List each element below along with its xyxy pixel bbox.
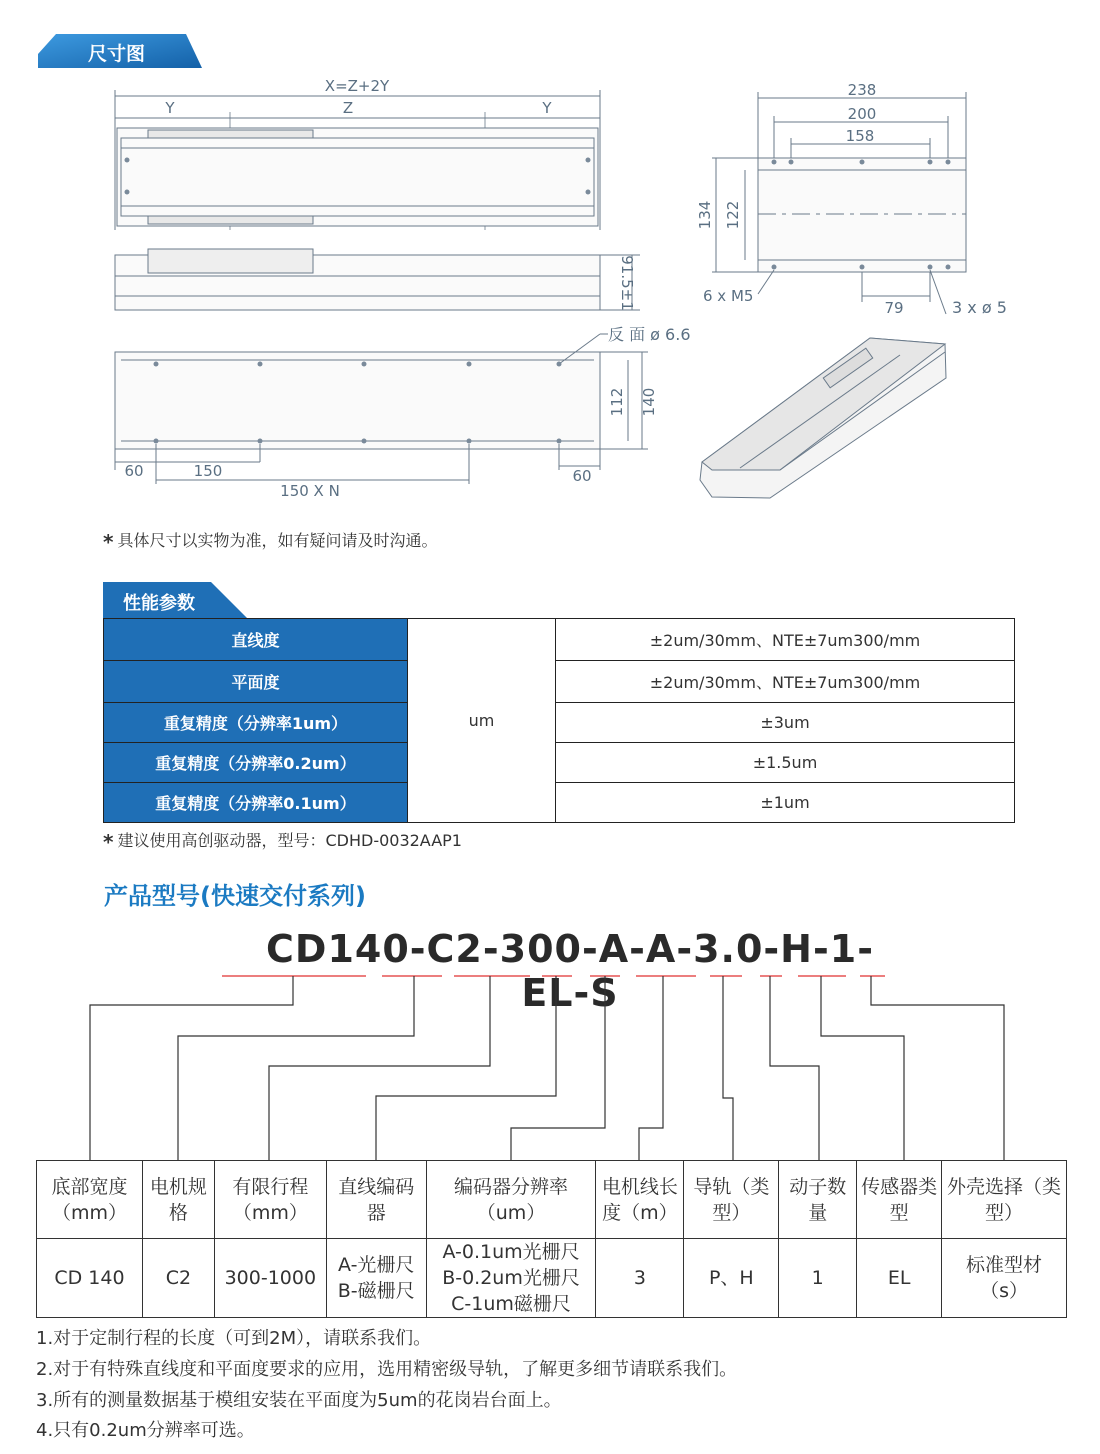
spec-value [37,1239,143,1318]
dim-hole: 3 x ø 5 [952,298,1007,317]
perf-name: 重复精度（分辨率0.1um） [104,783,408,823]
dim-y-right: Y [542,99,552,117]
dim-79: 79 [884,299,904,317]
dimension-drawing [0,0,1100,520]
spec-header: 动子数量 [779,1161,857,1239]
asterisk-icon: * [103,830,114,854]
dim-150: 150 [193,462,223,480]
spec-header: 传感器类型 [857,1161,942,1239]
spec-header: 编码器分辨率（um） [426,1161,596,1239]
spec-value-line: CD 140 [54,1267,125,1289]
spec-header: 底部宽度（mm） [37,1161,143,1239]
spec-header: 电机规格 [142,1161,214,1239]
perf-row [104,661,1015,703]
perf-row [104,743,1015,783]
perf-row [104,619,1015,661]
spec-value [326,1239,426,1318]
dim-158: 158 [845,127,875,145]
note-driver [103,828,462,854]
dim-m5: 6 x M5 [703,287,754,305]
dim-overall: X=Z+2Y [324,77,390,95]
perf-name: 平面度 [104,661,408,703]
section-title-dimensions: 尺寸图 [88,43,146,65]
spec-value [142,1239,214,1318]
spec-value [596,1239,684,1318]
dim-bottom-note: 反 面 ø 6.6 [608,325,691,344]
footnote: 2.对于有特殊直线度和平面度要求的应用，选用精密级导轨，了解更多细节请联系我们。 [36,1359,738,1380]
perf-value: ±2um/30mm、NTE±7um300/mm [556,619,1015,661]
model-code: CD140-C2-300-A-A-3.0-H-1-EL-S [266,927,874,1015]
spec-header: 直线编码器 [326,1161,426,1239]
note-driver-text: 建议使用高创驱动器，型号：CDHD-0032AAP1 [117,831,462,850]
spec-value [426,1239,596,1318]
section-title-performance: 性能参数 [123,593,195,614]
dim-y-left: Y [165,99,175,117]
spec-header: 外壳选择（类型） [942,1161,1067,1239]
spec-value-line: A-0.1um光栅尺 [442,1241,580,1263]
dim-60-left: 60 [124,462,144,480]
spec-value-line: P、H [708,1267,754,1289]
perf-unit: um [408,619,556,823]
spec-value-line: 标准型材 [966,1254,1043,1276]
spec-value [684,1239,779,1318]
spec-value [214,1239,326,1318]
spec-value [779,1239,857,1318]
perf-row [104,703,1015,743]
dim-150n: 150 X N [280,482,340,500]
dim-112: 112 [608,387,626,417]
spec-value-line: B-0.2um光栅尺 [442,1267,580,1289]
performance-table [103,618,1015,823]
dim-122: 122 [724,200,742,230]
dim-side-height: 91.5±1 [618,255,636,311]
spec-header: 导轨（类型） [684,1161,779,1239]
spec-header: 电机线长度（m） [596,1161,684,1239]
dim-60-right: 60 [572,467,592,485]
perf-name: 直线度 [104,619,408,661]
spec-header: 有限行程（mm） [214,1161,326,1239]
dim-238: 238 [847,81,877,99]
perf-name: 重复精度（分辨率0.2um） [104,743,408,783]
perf-name: 重复精度（分辨率1um） [104,703,408,743]
dim-200: 200 [847,105,877,123]
spec-value [857,1239,942,1318]
perf-value: ±1um [556,783,1015,823]
perf-value: ±2um/30mm、NTE±7um300/mm [556,661,1015,703]
spec-value-line: B-磁栅尺 [337,1280,415,1302]
model-title: 产品型号(快速交付系列) [104,882,366,910]
spec-value-line: （s） [980,1280,1028,1302]
asterisk-icon: * [103,530,114,554]
perf-value: ±3um [556,703,1015,743]
note-dimensions [103,528,437,554]
spec-value-line: 3 [633,1267,646,1289]
footnote: 1.对于定制行程的长度（可到2M），请联系我们。 [36,1328,432,1349]
spec-value-line: 300-1000 [224,1267,317,1289]
note-dimensions-text: 具体尺寸以实物为准，如有疑问请及时沟通。 [117,531,438,550]
spec-table [36,1160,1067,1318]
dim-134: 134 [696,200,714,230]
section-tab-performance [103,582,248,619]
dim-140: 140 [640,387,658,417]
footnote: 3.所有的测量数据基于模组安装在平面度为5um的花岗岩台面上。 [36,1390,562,1411]
spec-header-row [37,1161,1067,1239]
spec-value-line: EL [887,1267,911,1289]
spec-value-row [37,1239,1067,1318]
spec-value [942,1239,1067,1318]
spec-value-line: C2 [165,1267,192,1289]
spec-value-line: 1 [811,1267,824,1289]
dim-z: Z [342,99,354,117]
perf-value: ±1.5um [556,743,1015,783]
spec-value-line: A-光栅尺 [338,1254,415,1276]
footnote: 4.只有0.2um分辨率可选。 [36,1420,255,1441]
spec-value-line: C-1um磁栅尺 [451,1293,571,1315]
perf-row [104,783,1015,823]
